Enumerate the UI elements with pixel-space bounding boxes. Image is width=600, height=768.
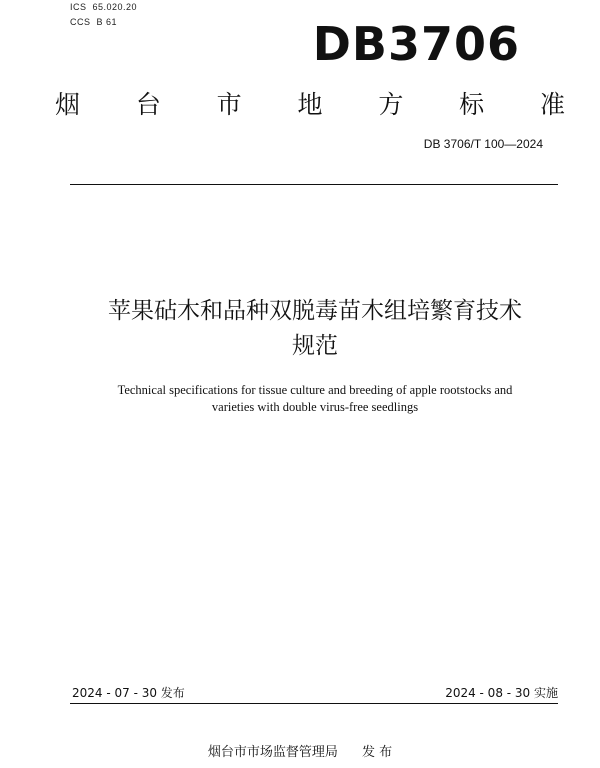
standard-kind-char: 地 (297, 90, 323, 119)
standard-kind-char: 方 (378, 90, 404, 119)
standard-kind-char: 准 (539, 90, 565, 119)
chinese-title-line: 苹果砧木和品种双脱毒苗木组培繁育技术 (108, 298, 522, 324)
standard-kind-char: 市 (216, 90, 242, 119)
english-title-line: Technical specifications for tissue culture and breeding of apple rootstocks and (117, 383, 513, 397)
standard-kind-char: 烟 (55, 90, 81, 119)
chinese-title (60, 294, 570, 364)
standard-number: DB 3706/T 100—2024 (423, 137, 543, 151)
implementation-date: 2024 - 08 - 30 实施 (445, 686, 558, 700)
english-title-line: varieties with double virus-free seedlings (211, 400, 419, 414)
ics-code: ICS 65.020.20 (70, 2, 138, 12)
ccs-code: CCS B 61 (70, 17, 118, 27)
chinese-title-line: 规范 (292, 333, 338, 359)
standard-kind-char: 台 (135, 90, 161, 119)
header-divider (70, 184, 558, 185)
standard-kind-heading (55, 88, 565, 122)
english-title (60, 382, 570, 416)
issuer-name: 烟台市市场监督管理局 (207, 745, 338, 760)
standard-kind-char: 标 (459, 90, 485, 119)
issuer-action: 发 布 (361, 745, 393, 760)
db-standard-code: DB3706 (312, 17, 520, 71)
issue-date: 2024 - 07 - 30 发布 (72, 686, 185, 700)
issuer-line (150, 744, 450, 762)
footer-divider (70, 703, 558, 704)
